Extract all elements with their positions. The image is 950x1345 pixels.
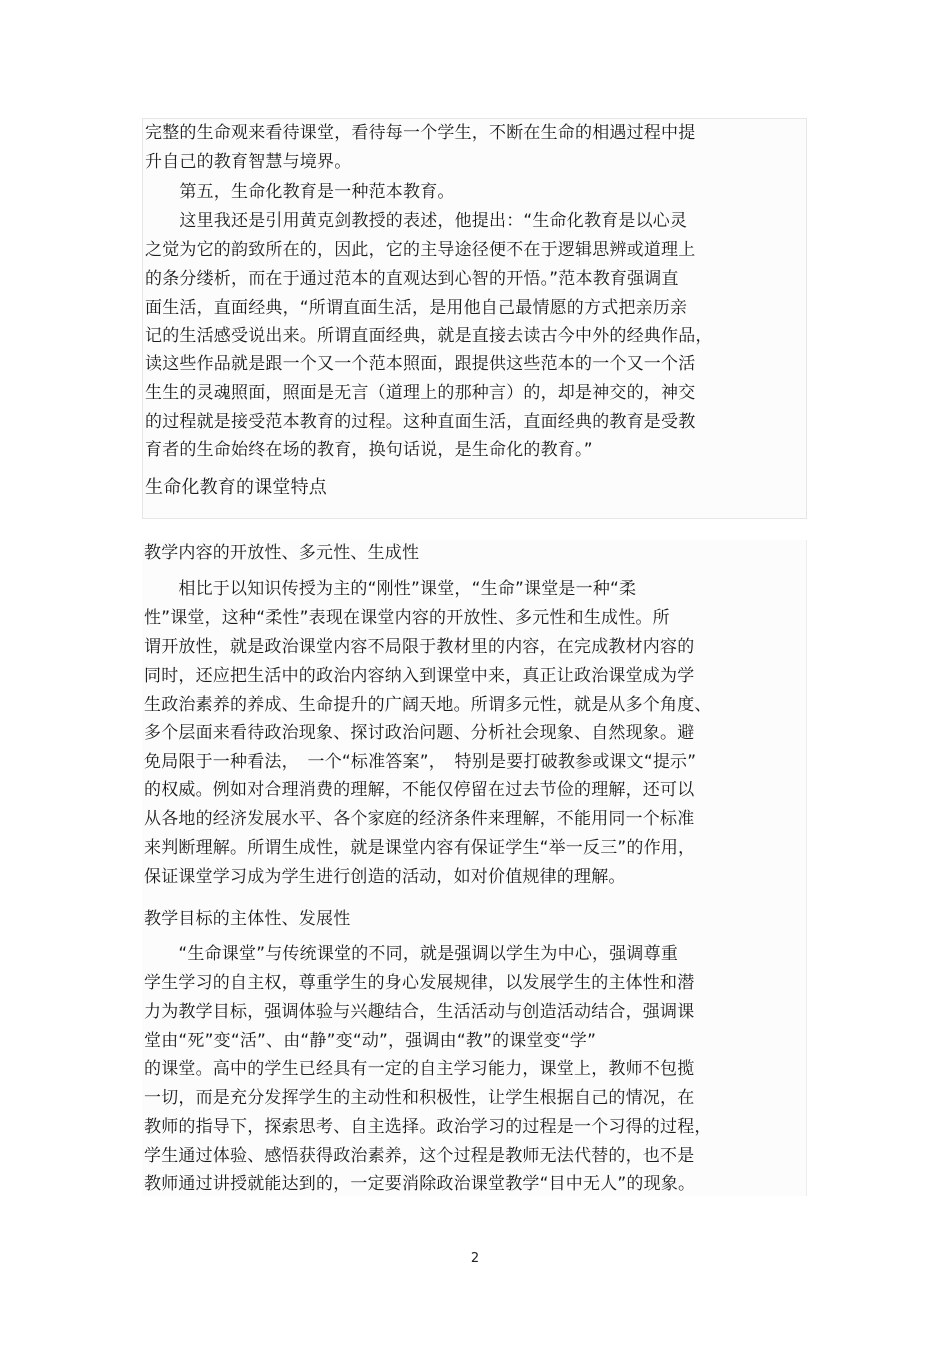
text-line: 的过程就是接受范本教育的过程。这种直面生活，直面经典的教育是受教 xyxy=(145,412,696,432)
text-line: 的条分缕析，而在于通过范本的直观达到心智的开悟。”范本教育强调直 xyxy=(145,269,679,289)
text-line: 力为教学目标，强调体验与兴趣结合，生活活动与创造活动结合，强调课 xyxy=(144,1002,695,1022)
text-line: 升自己的教育智慧与境界。 xyxy=(145,152,352,172)
text-line: 相比于以知识传授为主的“刚性”课堂，“生命”课堂是一种“柔 xyxy=(144,579,637,599)
text-line: 第五，生命化教育是一种范本教育。 xyxy=(145,182,455,202)
text-line: 之觉为它的韵致所在的，因此，它的主导途径便不在于逻辑思辨或道理上 xyxy=(145,240,696,260)
subheading-teaching-content: 教学内容的开放性、多元性、生成性 xyxy=(144,543,420,563)
text-line: 学生学习的自主权，尊重学生的身心发展规律，以发展学生的主体性和潜 xyxy=(144,973,695,993)
text-line: 多个层面来看待政治现象、探讨政治问题、分析社会现象、自然现象。避 xyxy=(144,723,695,743)
text-line: 学生通过体验、感悟获得政治素养，这个过程是教师无法代替的，也不是 xyxy=(144,1146,695,1166)
text-line: 这里我还是引用黄克剑教授的表述，他提出：“生命化教育是以心灵 xyxy=(145,211,688,231)
text-line: 免局限于一种看法， 一个“标准答案”， 特别是要打破教参或课文“提示” xyxy=(144,752,697,772)
text-line: 谓开放性，就是政治课堂内容不局限于教材里的内容，在完成教材内容的 xyxy=(144,637,695,657)
text-line: 生政治素养的养成、生命提升的广阔天地。所谓多元性，就是从多个角度、 xyxy=(144,695,712,715)
text-line: 一切，而是充分发挥学生的主动性和积极性，让学生根据自己的情况，在 xyxy=(144,1088,695,1108)
subheading-teaching-goals: 教学目标的主体性、发展性 xyxy=(144,909,351,929)
text-line: 的课堂。高中的学生已经具有一定的自主学习能力，课堂上，教师不包揽 xyxy=(144,1059,695,1079)
text-line: 同时，还应把生活中的政治内容纳入到课堂中来，真正让政治课堂成为学 xyxy=(144,666,695,686)
text-block-classroom-features xyxy=(142,540,807,1196)
text-line: 育者的生命始终在场的教育，换句话说，是生命化的教育。” xyxy=(145,440,593,460)
text-line: 教师的指导下，探索思考、自主选择。政治学习的过程是一个习得的过程， xyxy=(144,1117,712,1137)
text-line: “生命课堂”与传统课堂的不同，就是强调以学生为中心，强调尊重 xyxy=(144,944,679,964)
text-line: 性”课堂，这种“柔性”表现在课堂内容的开放性、多元性和生成性。所 xyxy=(144,608,670,628)
text-line: 保证课堂学习成为学生进行创造的活动，如对价值规律的理解。 xyxy=(144,867,626,887)
text-line: 教师通过讲授就能达到的，一定要消除政治课堂教学“目中无人”的现象。 xyxy=(144,1174,696,1194)
page-number: 2 xyxy=(470,1251,480,1266)
section-heading: 生命化教育的课堂特点 xyxy=(145,477,327,498)
text-line: 生生的灵魂照面，照面是无言（道理上的那种言）的，却是神交的，神交 xyxy=(145,383,696,403)
text-block-life-education xyxy=(142,118,807,519)
text-line: 完整的生命观来看待课堂，看待每一个学生，不断在生命的相遇过程中提 xyxy=(145,123,696,143)
text-line: 的权威。例如对合理消费的理解，不能仅停留在过去节俭的理解，还可以 xyxy=(144,780,695,800)
text-line: 从各地的经济发展水平、各个家庭的经济条件来理解，不能用同一个标准 xyxy=(144,809,695,829)
text-line: 堂由“死”变“活”、由“静”变“动”，强调由“教”的课堂变“学” xyxy=(144,1031,597,1051)
text-line: 来判断理解。所谓生成性，就是课堂内容有保证学生“举一反三”的作用， xyxy=(144,838,696,858)
text-line: 读这些作品就是跟一个又一个范本照面，跟提供这些范本的一个又一个活 xyxy=(145,354,696,374)
text-line: 面生活，直面经典，“所谓直面生活，是用他自己最情愿的方式把亲历亲 xyxy=(145,298,688,318)
text-line: 记的生活感受说出来。所谓直面经典，就是直接去读古今中外的经典作品， xyxy=(145,326,713,346)
